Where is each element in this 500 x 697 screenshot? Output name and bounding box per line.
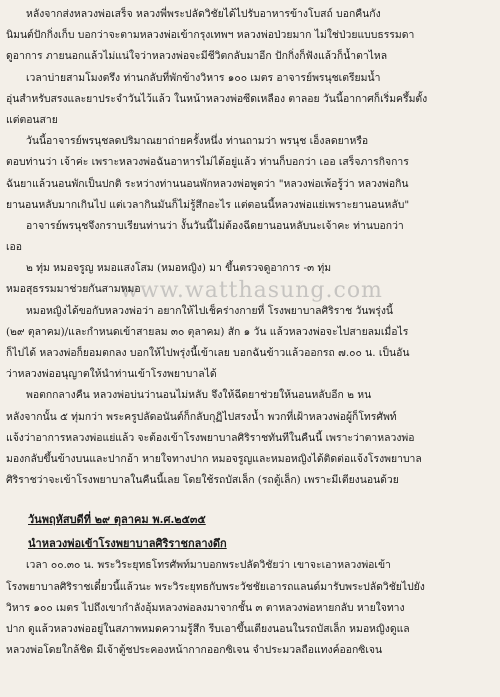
text-line: เออ: [6, 241, 23, 254]
text-line: ศิริราชว่าจะเข้าโรงพยาบาลในคืนนี้เลย โดยใช้รถบัสเล็ก (รถตู้เล็ก) เพราะมีเตียงนอนด้วย: [6, 474, 399, 487]
text-line: ปาก ดูแล้วหลวงพ่ออยู่ในสภาพหมดความรู้สึก รีบเอาขึ้นเตียงนอนในรถบัสเล็ก หมอหญิงดูแล: [6, 622, 410, 635]
text-line: หลังจากส่งหลวงพ่อเสร็จ หลวงพี่พระปลัดวิชัยได้ไปรับอาหารข้างโบสถ์ บอกคืนกัง: [26, 8, 381, 20]
text-line: วันนี้อาจารย์พรนุชลดปริมาณยาถ่ายครั้งหนึ่ง ท่านถามว่า พรนุช เอ็งลดยาหรือ: [26, 135, 369, 148]
paragraph-8: [6, 555, 494, 661]
section-heading: นำหลวงพ่อเข้าโรงพยาบาลศิริราชกลางดึก: [28, 537, 227, 551]
paragraph-2: [6, 68, 494, 132]
paragraph-7: [6, 385, 494, 491]
text-line: ก็ไปได้ หลวงพ่อก็ยอมตกลง บอกให้ไปพรุ่งนี้เข้าเลย บอกฉันข้าวแล้วออกรถ ๗.๐๐ น. เป็นอัน: [6, 347, 410, 359]
text-line: อาจารย์พรนุชจึงกราบเรียนท่านว่า งั้นวันนี้ไม่ต้องฉีดยานอนหลับนะเจ้าคะ ท่านบอกว่า: [26, 219, 404, 232]
text-line: ตอบท่านว่า เจ้าค่ะ เพราะหลวงพ่อฉันอาหารไม่ได้อยู่แล้ว ท่านก็บอกว่า เออ เสร็จภารกิจการ: [6, 156, 409, 169]
text-line: ๒ ทุ่ม หมอจรูญ หมอแสงโสม (หมอหญิง) มา ขึ้นตรวจดูอาการ -๓ ทุ่ม: [26, 262, 332, 275]
text-line: หมอหญิงได้ขอกับหลวงพ่อว่า อยากให้ไปเช็คร่างกายที่ โรงพยาบาลศิริราช วันพรุ่งนี้: [26, 304, 394, 317]
text-line: หมอสุธรรมมาช่วยกันสามหมอ: [6, 283, 141, 296]
text-line: แจ้งว่าอาการหลวงพ่อแย่แล้ว จะต้องเข้าโรงพยาบาลศิริราชทันทีในคืนนี้ เพราะว่าตาหลวงพ่อ: [6, 431, 415, 444]
text-line: มองกลับขึ้นข้างบนและปากอ้า หายใจทางปาก หมอจรูญและหมอหญิงได้ติดต่อแจ้งโรงพยาบาล: [6, 452, 422, 465]
paragraph-4: [6, 216, 494, 258]
text-line: โรงพยาบาลศิริราชเดี๋ยวนี้แล้วนะ พระวิระยุทธกับพระวัชชัยเอารถแลนด์มารับพระปลัดวิชัยไปยัง: [6, 580, 425, 593]
text-line: (๒๙ ตุลาคม)/และกำหนดเข้าสายลม ๓๐ ตุลาคม) สัก ๑ วัน แล้วหลวงพ่อจะไปสายลมเมื่อไร: [6, 325, 409, 338]
paragraph-6: [6, 301, 494, 386]
paragraph-1: [6, 4, 494, 68]
text-line: อุ่นสำหรับสรงและยาประจำวันไว้แล้ว ในหน้าหลวงพ่อซีดเหลือง ตาลอย วันนี้อากาศก็เริ่มครึ้มตั้ง: [6, 92, 428, 105]
text-line: พอตกกลางคืน หลวงพ่อบ่นว่านอนไม่หลับ จึงให้ฉีดยาช่วยให้นอนหลับอีก ๒ หน: [26, 389, 372, 402]
text-line: แต่ตอนสาย: [6, 113, 58, 126]
watermark: www.watthasung.com: [120, 278, 383, 303]
text-line: ดูอาการ ภายนอกแล้วไม่แน่ใจว่าหลวงพ่อจะมีชีวิตกลับมาอีก ปักกิ่งก็ฟังแล้วก็น้ำตาไหล: [6, 50, 388, 63]
text-line: ยานอนหลับมากเกินไป แต่เวลากินมันก็ไม่รู้สึกอะไร แต่ตอนนี้หลวงพ่อแย่เพราะยานอนหลับ": [6, 198, 410, 211]
date-heading: วันพฤหัสบดีที่ ๒๙ ตุลาคม พ.ศ.๒๕๓๕: [28, 513, 206, 527]
text-line: เวลาบ่ายสามโมงตรึง ท่านกลับที่พักข้างวิหาร ๑๐๐ เมตร อาจารย์พรนุชเตรียมน้ำ: [26, 71, 381, 84]
paragraph-3: [6, 131, 494, 216]
text-line: วิหาร ๑๐๐ เมตร ไปถึงเขากำลังอุ้มหลวงพ่อลงมาจากชั้น ๓ ตาหลวงพ่อหายกลับ หายใจทาง: [6, 601, 405, 614]
text-line: ฉันยาแล้วนอนพักเป็นปกติ ระหว่างท่านนอนพักหลวงพ่อพูดว่า "หลวงพ่อเพ้อรู้ว่า หลวงพ่อกิน: [6, 177, 409, 190]
document-page: [6, 4, 494, 661]
text-line: เวลา ๐๐.๓๐ น. พระวิระยุทธโทรศัพท์มาบอกพระปลัดวิชัยว่า เขาจะเอาหลวงพ่อเข้า: [26, 559, 391, 572]
text-line: นิมนต์ปักกิ่งเก็บ บอกว่าจะตามหลวงพ่อเข้ากรุงเทพฯ หลวงพ่อป่วยมาก ไม่ใช่ป่วยแบบธรรมดา: [6, 29, 415, 42]
paragraph-5: [6, 258, 494, 300]
text-line: หลังจากนั้น ๕ ทุ่มกว่า พระครูปลัดอนันต์ก็กลับกุฏิไปสรงน้ำ พวกที่เฝ้าหลวงพ่อผู้ก็โทรศัพท์: [6, 410, 397, 423]
text-line: ว่าหลวงพ่ออนุญาตให้นำท่านเข้าโรงพยาบาลได้: [6, 368, 217, 381]
text-line: หลวงพ่อโดยใกล้ชิด มีเจ้าตู้ชประคองหน้ากากออกซิเจน จำประมวลถือแทงค์ออกซิเจน: [6, 644, 383, 657]
